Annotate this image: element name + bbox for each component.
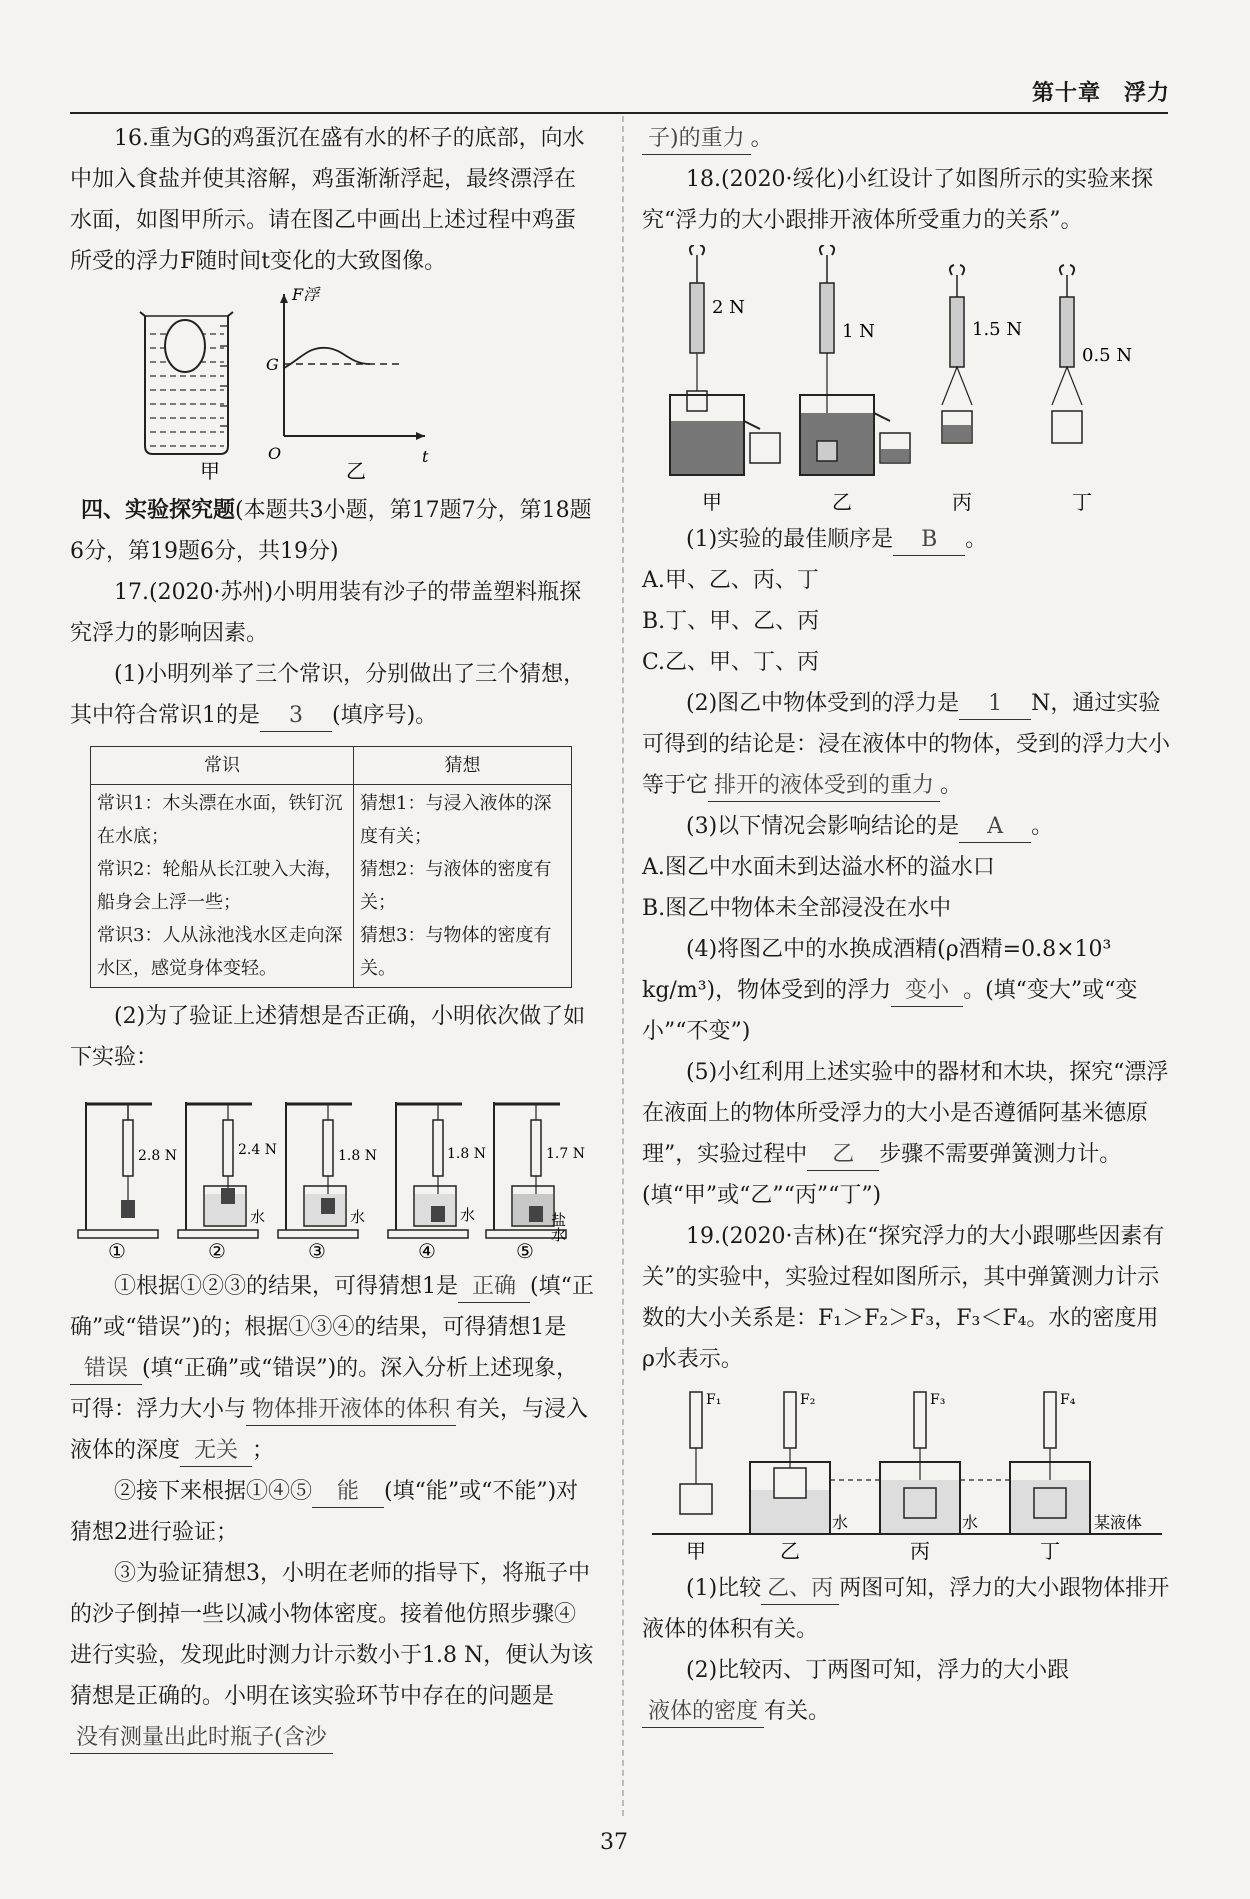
- q17-step3: [70, 1553, 595, 1758]
- s1-text-a: ①根据①②③的结果，可得猜想1是: [114, 1274, 458, 1299]
- q18-p1-text: (1)实验的最佳顺序是: [686, 527, 894, 552]
- q17-cont-end: 。: [750, 126, 773, 151]
- q19-p1-answer: 乙、丙: [761, 1574, 839, 1605]
- q18-figure: [642, 245, 1170, 515]
- s1-answer-1: 正确: [458, 1272, 530, 1303]
- q18-p2-end: 。: [940, 773, 963, 798]
- q17-intro: 17.(2020·苏州)小明用装有沙子的带盖塑料瓶探究浮力的影响因素。: [70, 580, 582, 646]
- q18-p1-end: 。: [965, 527, 988, 552]
- q18-optA: A.甲、乙、丙、丁: [642, 568, 819, 593]
- setup-yi: [800, 245, 910, 475]
- q18-p5-end: 步骤不需要弹簧测力计。(填“甲”或“乙”“丙”“丁”): [642, 1142, 1122, 1208]
- q19-intro: 19.(2020·吉林)在“探究浮力的大小跟哪些因素有关”的实验中，实验过程如图所示，其中弹簧测力计示数的大小关系是：F₁＞F₂＞F₃，F₃＜F₄。水的密度用ρ水表示。: [642, 1224, 1165, 1372]
- common-2: 常识2：轮船从长江驶入大海，船身会上浮一些；: [97, 859, 343, 913]
- q18-p4-text: (4)将图乙中的水换成酒精(ρ酒精=0.8×10³ kg/m³)，物体受到的浮力: [642, 937, 1112, 1003]
- guess-3: 猜想3：与物体的密度有关。: [360, 925, 552, 979]
- q18-p3-optB: B.图乙中物体未全部浸没在水中: [642, 896, 952, 921]
- q18-p3-optA: A.图乙中水面未到达溢水杯的溢水口: [642, 855, 995, 880]
- fig-num-4: ④: [418, 1239, 436, 1262]
- q18-p3-answer: A: [959, 812, 1031, 843]
- table-common-cell: [91, 785, 354, 988]
- q17-step1: [70, 1266, 595, 1471]
- s1-text-d: 有关，与浸入液体的深度: [70, 1397, 589, 1463]
- egg-icon: [165, 320, 205, 372]
- s1-text-c: (填“正确”或“错误”)的。深入分析上述现象，可得：浮力大小与: [70, 1356, 579, 1422]
- q19-p2-answer: 液体的密度: [642, 1697, 764, 1728]
- reading-2: 2.4 N: [238, 1142, 277, 1158]
- graph-x-axis-label: t: [422, 447, 429, 466]
- reading-1: 2.8 N: [138, 1148, 177, 1164]
- chapter-header: 第十章 浮力: [1031, 81, 1170, 106]
- force-f1: F₁: [706, 1392, 722, 1408]
- section4-desc: (本题共3小题，第17题7分，第18题6分，第19题6分，共19分): [70, 498, 592, 564]
- q19-p2-text: (2)比较丙、丁两图可知，浮力的大小跟: [686, 1658, 1070, 1683]
- fig-label-yi: 乙: [346, 459, 366, 483]
- q17-experiment-figure: [70, 1082, 595, 1262]
- header-rule: [70, 112, 1168, 114]
- fig-label-yi-18: 乙: [832, 490, 852, 514]
- page-number: 37: [600, 1830, 628, 1855]
- q18-part1: [642, 519, 1170, 560]
- common-1: 常识1：木头漂在水面，铁钉沉在水底；: [97, 793, 343, 847]
- table-head-common: 常识: [91, 747, 354, 785]
- force-time-graph: [280, 294, 425, 440]
- q18-p2-answer-1: 1: [959, 689, 1031, 720]
- q19-ding: [1010, 1392, 1090, 1534]
- q18-optC: C.乙、甲、丁、丙: [642, 650, 820, 675]
- q18-optB: B.丁、甲、乙、丙: [642, 609, 820, 634]
- stand-2: [178, 1102, 258, 1238]
- fig-label-ding-18: 丁: [1072, 490, 1092, 514]
- q19-yi: [750, 1392, 830, 1534]
- q19-label-jia: 甲: [686, 1539, 706, 1563]
- q18-p3-text: (3)以下情况会影响结论的是: [686, 814, 960, 839]
- s1-answer-3: 物体排开液体的体积: [246, 1395, 456, 1426]
- fig-label-jia: 甲: [200, 459, 220, 483]
- q19-jia: [680, 1392, 712, 1514]
- setup-jia: [670, 245, 780, 475]
- section4-title: 四、实验探究题: [81, 498, 236, 523]
- section4-heading: [70, 490, 595, 572]
- q17-continued: [642, 118, 1170, 159]
- table-head-guess: 猜想: [354, 747, 572, 785]
- q17-part1: [70, 654, 595, 736]
- q18-p4-answer: 变小: [891, 976, 963, 1007]
- liquid-label-4: 水: [460, 1206, 476, 1224]
- q19-liquid-water-2: 水: [962, 1513, 979, 1532]
- q19-liquid-other: 某液体: [1094, 1513, 1143, 1532]
- q19-liquid-water-1: 水: [832, 1513, 849, 1532]
- q19-p1-end: 两图可知，浮力的大小跟物体排开液体的体积有关。: [642, 1576, 1170, 1642]
- q19-bing: [880, 1392, 960, 1534]
- knowledge-table: [90, 746, 572, 988]
- fig-num-2: ②: [208, 1239, 226, 1262]
- common-3: 常识3：人从泳池浅水区走向深水区，感觉身体变轻。: [97, 925, 343, 979]
- fig-num-3: ③: [308, 1239, 326, 1262]
- fig-num-5: ⑤: [516, 1239, 534, 1262]
- fig-num-1: ①: [108, 1239, 126, 1262]
- q19-part2: [642, 1650, 1170, 1732]
- fig-label-bing-18: 丙: [952, 490, 972, 514]
- table-guess-cell: [354, 785, 572, 988]
- fig-label-jia-18: 甲: [702, 490, 722, 514]
- s1-answer-4: 无关: [180, 1436, 252, 1467]
- reading-jia: 2 N: [712, 297, 745, 318]
- q19-part1: [642, 1568, 1170, 1650]
- setup-ding: [1052, 265, 1082, 443]
- force-f3: F₃: [930, 1392, 946, 1408]
- q17-p1-answer: 3: [260, 701, 332, 732]
- q18-intro: 18.(2020·绥化)小红设计了如图所示的实验来探究“浮力的大小跟排开液体所受重力的关系”。: [642, 167, 1154, 233]
- q18-p2-answer-2: 排开的液体受到的重力: [708, 771, 940, 802]
- guess-2: 猜想2：与液体的密度有关；: [360, 859, 552, 913]
- s2-text-a: ②接下来根据①④⑤: [114, 1479, 313, 1504]
- q19-figure: [642, 1384, 1170, 1564]
- s1-text-b: (填“正确”或“错误”)的；根据①③④的结果，可得猜想1是: [70, 1274, 594, 1340]
- q18-p2-text-a: (2)图乙中物体受到的浮力是: [686, 691, 960, 716]
- force-f4: F₄: [1060, 1392, 1076, 1408]
- reading-yi: 1 N: [842, 321, 875, 342]
- liquid-label-3: 水: [350, 1208, 366, 1226]
- reading-3: 1.8 N: [338, 1148, 377, 1164]
- beaker-figure: [140, 312, 233, 454]
- q18-p2-text-b: N，通过实验可得到的结论是：浸在液体中的物体，受到的浮力大小等于它: [642, 691, 1171, 798]
- q19-label-ding: 丁: [1040, 1539, 1060, 1563]
- q19-p2-end: 有关。: [764, 1699, 831, 1724]
- q17-step2: [70, 1471, 595, 1553]
- reading-5: 1.7 N: [546, 1146, 585, 1162]
- s2-answer: 能: [312, 1477, 384, 1508]
- graph-g-label: G: [266, 355, 279, 374]
- q19-p1-text: (1)比较: [686, 1576, 762, 1601]
- q18-part4: [642, 929, 1170, 1052]
- graph-origin-label: O: [268, 444, 282, 463]
- q19-label-bing: 丙: [910, 1539, 930, 1563]
- q18-p4-end: 。(填“变大”或“变小”“不变”): [642, 978, 1138, 1044]
- q18-p1-answer: B: [893, 525, 965, 556]
- s2-text-b: (填“能”或“不能”)对猜想2进行验证；: [70, 1479, 579, 1545]
- guess-1: 猜想1：与浸入液体的深度有关；: [360, 793, 552, 847]
- s1-text-e: ；: [252, 1438, 275, 1463]
- stand-1: [78, 1102, 158, 1238]
- setup-bing: [942, 265, 972, 443]
- q18-part2: [642, 683, 1170, 806]
- q18-part3: [642, 806, 1170, 847]
- graph-y-axis-label: F浮: [292, 286, 320, 304]
- q17-part2: (2)为了验证上述猜想是否正确，小明依次做了如下实验：: [70, 1004, 586, 1070]
- q16-text: 16.重为G的鸡蛋沉在盛有水的杯子的底部，向水中加入食盐并使其溶解，鸡蛋渐渐浮起，最终漂浮在水面，如图甲所示。请在图乙中画出上述过程中鸡蛋所受的浮力F随时间t变化的大致图像。: [70, 126, 585, 274]
- left-column: [70, 118, 595, 1758]
- reading-bing: 1.5 N: [972, 319, 1023, 340]
- q18-p3-end: 。: [1031, 814, 1054, 839]
- liquid-label-5: 盐水: [549, 1212, 567, 1242]
- q17-p1-text: (1)小明列举了三个常识，分别做出了三个猜想，其中符合常识1的是: [70, 662, 586, 728]
- q18-p5-text: (5)小红利用上述实验中的器材和木块，探究“漂浮在液面上的物体所受浮力的大小是否遵循阿基米德原理”，实验过程中: [642, 1060, 1169, 1167]
- stand-4: [388, 1102, 468, 1238]
- column-divider: [622, 116, 624, 1816]
- q18-p5-answer: 乙: [807, 1140, 879, 1171]
- q17-p1-after: (填序号)。: [332, 703, 438, 728]
- q18-part5: [642, 1052, 1170, 1216]
- q19-label-yi: 乙: [780, 1539, 800, 1563]
- stand-3: [278, 1102, 358, 1238]
- s3-answer: 没有测量出此时瓶子(含沙: [70, 1723, 333, 1754]
- q17-cont-answer: 子)的重力: [642, 124, 751, 155]
- right-column: [642, 118, 1170, 1732]
- s1-answer-2: 错误: [70, 1354, 142, 1385]
- s3-text: ③为验证猜想3，小明在老师的指导下，将瓶子中的沙子倒掉一些以减小物体密度。接着他仿照步骤④进行实验，发现此时测力计示数小于1.8 N，便认为该猜想是正确的。小明在该实验环节中存在的问题是: [70, 1561, 594, 1709]
- liquid-label-2: 水: [250, 1208, 266, 1226]
- force-f2: F₂: [800, 1392, 816, 1408]
- reading-4: 1.8 N: [447, 1146, 486, 1162]
- reading-ding: 0.5 N: [1082, 345, 1133, 366]
- q16-figure: [70, 286, 595, 486]
